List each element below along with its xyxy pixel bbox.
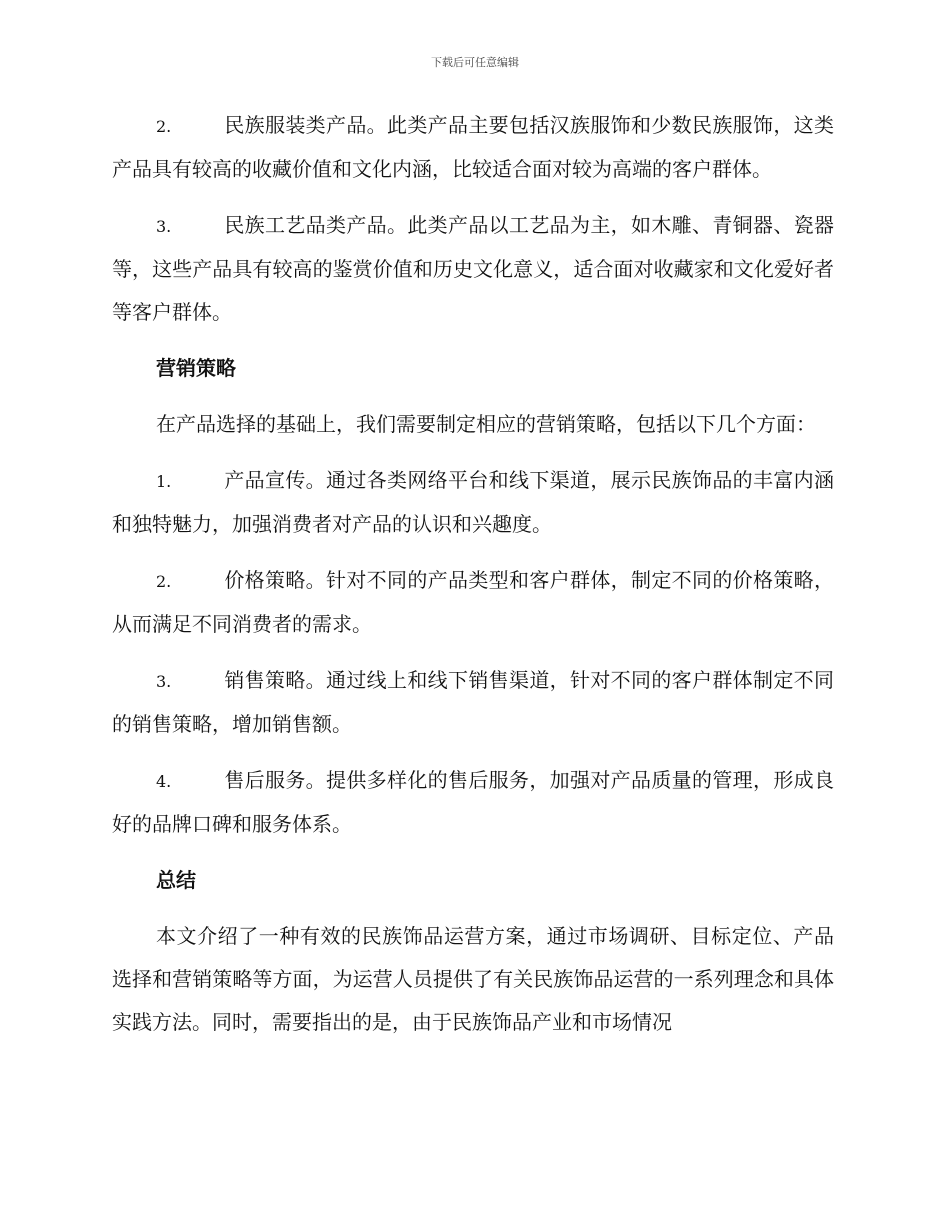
list-number: 4.: [156, 772, 172, 791]
list-item-text: 产品宣传。通过各类网络平台和线下渠道，展示民族饰品的丰富内涵和独特魅力，加强消费者对产品的认识和兴趣度。: [112, 468, 834, 536]
list-item-text: 销售策略。通过线上和线下销售渠道，针对不同的客户群体制定不同的销售策略，增加销售额。: [112, 668, 834, 736]
list-item-text: 民族服装类产品。此类产品主要包括汉族服饰和少数民族服饰，这类产品具有较高的收藏价值和文化内涵，比较适合面对较为高端的客户群体。: [112, 113, 834, 181]
paragraph: 在产品选择的基础上，我们需要制定相应的营销策略，包括以下几个方面：: [156, 412, 816, 436]
section-heading-summary: 总结: [156, 868, 196, 892]
document-body: [112, 104, 834, 1044]
page-header: 下载后可任意编辑: [431, 56, 519, 69]
list-number: 2.: [156, 572, 172, 591]
section-heading-marketing: 营销策略: [156, 356, 236, 380]
list-number: 3.: [156, 672, 172, 691]
list-item: [112, 559, 834, 646]
list-item-text: 售后服务。提供多样化的售后服务，加强对产品质量的管理，形成良好的品牌口碑和服务体系。: [112, 768, 834, 836]
list-item: [112, 659, 834, 746]
list-number: 3.: [156, 217, 172, 236]
list-item-text: 民族工艺品类产品。此类产品以工艺品为主，如木雕、青铜器、瓷器等，这些产品具有较高的鉴赏价值和历史文化意义，适合面对收藏家和文化爱好者等客户群体。: [112, 213, 834, 324]
list-item: [112, 104, 834, 191]
list-number: 2.: [156, 117, 172, 136]
paragraph: 本文介绍了一种有效的民族饰品运营方案，通过市场调研、目标定位、产品选择和营销策略等方面，为运营人员提供了有关民族饰品运营的一系列理念和具体实践方法。同时，需要指出的是，由于民族饰品产业和市场情况: [112, 924, 834, 1034]
list-item: [112, 759, 834, 846]
list-item: [112, 459, 834, 546]
list-item-text: 价格策略。针对不同的产品类型和客户群体，制定不同的价格策略，从而满足不同消费者的需求。: [112, 568, 834, 636]
list-item: [112, 204, 834, 334]
list-number: 1.: [156, 472, 172, 491]
